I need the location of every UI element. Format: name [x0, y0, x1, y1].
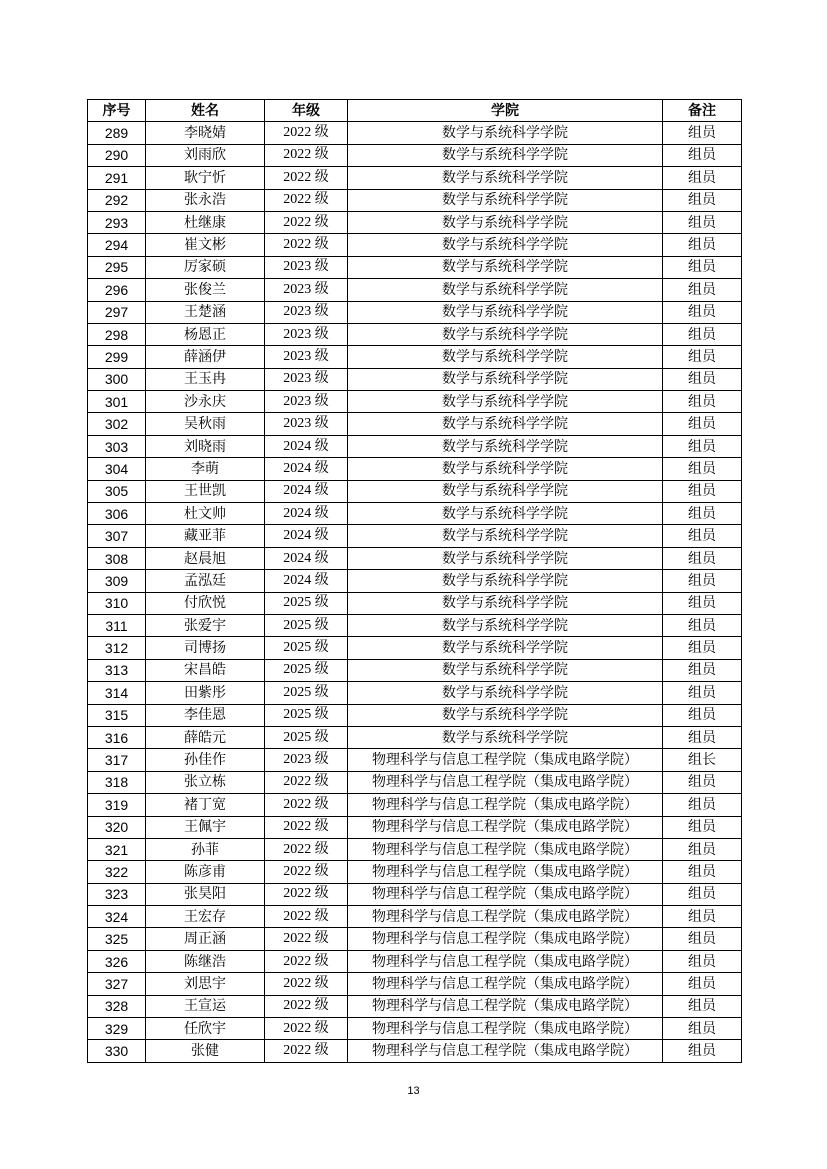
cell-grade: 2022 级 — [265, 211, 348, 233]
cell-remark: 组员 — [663, 816, 742, 838]
cell-remark: 组员 — [663, 570, 742, 592]
cell-grade: 2025 级 — [265, 659, 348, 681]
table-row — [88, 749, 742, 771]
table-row — [88, 973, 742, 995]
cell-grade: 2023 级 — [265, 413, 348, 435]
cell-grade: 2022 级 — [265, 816, 348, 838]
cell-remark: 组员 — [663, 592, 742, 614]
table-row — [88, 346, 742, 368]
cell-index: 313 — [88, 659, 146, 681]
cell-remark: 组员 — [663, 726, 742, 748]
table-row — [88, 950, 742, 972]
cell-index: 296 — [88, 279, 146, 301]
cell-name: 杨恩正 — [146, 323, 265, 345]
cell-remark: 组员 — [663, 368, 742, 390]
cell-name: 张健 — [146, 1040, 265, 1062]
cell-grade: 2024 级 — [265, 435, 348, 457]
cell-college: 数学与系统科学学院 — [348, 435, 663, 457]
cell-college: 数学与系统科学学院 — [348, 167, 663, 189]
cell-college: 数学与系统科学学院 — [348, 480, 663, 502]
table-row — [88, 614, 742, 636]
cell-college: 数学与系统科学学院 — [348, 525, 663, 547]
cell-name: 王宣运 — [146, 995, 265, 1017]
cell-grade: 2025 级 — [265, 592, 348, 614]
cell-remark: 组员 — [663, 883, 742, 905]
cell-grade: 2024 级 — [265, 525, 348, 547]
cell-index: 312 — [88, 637, 146, 659]
cell-index: 316 — [88, 726, 146, 748]
cell-grade: 2023 级 — [265, 368, 348, 390]
cell-grade: 2022 级 — [265, 794, 348, 816]
cell-index: 308 — [88, 547, 146, 569]
cell-index: 318 — [88, 771, 146, 793]
cell-remark: 组员 — [663, 771, 742, 793]
cell-name: 沙永庆 — [146, 391, 265, 413]
cell-grade: 2023 级 — [265, 256, 348, 278]
cell-remark: 组员 — [663, 122, 742, 144]
cell-grade: 2022 级 — [265, 906, 348, 928]
cell-college: 数学与系统科学学院 — [348, 234, 663, 256]
header-college: 学院 — [348, 100, 663, 122]
cell-index: 306 — [88, 503, 146, 525]
cell-college: 数学与系统科学学院 — [348, 122, 663, 144]
cell-remark: 组员 — [663, 256, 742, 278]
cell-name: 田紫彤 — [146, 682, 265, 704]
cell-grade: 2022 级 — [265, 1018, 348, 1040]
cell-index: 330 — [88, 1040, 146, 1062]
table-row — [88, 659, 742, 681]
cell-remark: 组员 — [663, 547, 742, 569]
table-row — [88, 391, 742, 413]
cell-remark: 组员 — [663, 794, 742, 816]
cell-grade: 2022 级 — [265, 928, 348, 950]
cell-grade: 2022 级 — [265, 838, 348, 860]
table-row — [88, 167, 742, 189]
cell-name: 张永浩 — [146, 189, 265, 211]
cell-remark: 组员 — [663, 637, 742, 659]
table-row — [88, 816, 742, 838]
cell-name: 付欣悦 — [146, 592, 265, 614]
cell-index: 317 — [88, 749, 146, 771]
cell-name: 孟泓廷 — [146, 570, 265, 592]
roster-body — [88, 122, 742, 1062]
cell-index: 292 — [88, 189, 146, 211]
table-row — [88, 458, 742, 480]
cell-remark: 组员 — [663, 279, 742, 301]
cell-grade: 2022 级 — [265, 234, 348, 256]
table-row — [88, 503, 742, 525]
table-row — [88, 592, 742, 614]
table-row — [88, 525, 742, 547]
cell-grade: 2022 级 — [265, 973, 348, 995]
cell-name: 薛皓元 — [146, 726, 265, 748]
cell-remark: 组员 — [663, 435, 742, 457]
table-row — [88, 726, 742, 748]
cell-grade: 2024 级 — [265, 547, 348, 569]
cell-college: 物理科学与信息工程学院（集成电路学院） — [348, 816, 663, 838]
cell-name: 张昊阳 — [146, 883, 265, 905]
cell-name: 厉家硕 — [146, 256, 265, 278]
cell-grade: 2022 级 — [265, 995, 348, 1017]
roster-table — [87, 99, 742, 1063]
cell-index: 302 — [88, 413, 146, 435]
cell-index: 291 — [88, 167, 146, 189]
table-row — [88, 928, 742, 950]
cell-name: 藏亚菲 — [146, 525, 265, 547]
cell-grade: 2022 级 — [265, 144, 348, 166]
cell-remark: 组员 — [663, 704, 742, 726]
cell-college: 数学与系统科学学院 — [348, 346, 663, 368]
cell-remark: 组员 — [663, 1018, 742, 1040]
cell-college: 物理科学与信息工程学院（集成电路学院） — [348, 928, 663, 950]
cell-name: 李晓婧 — [146, 122, 265, 144]
cell-remark: 组员 — [663, 144, 742, 166]
cell-index: 299 — [88, 346, 146, 368]
cell-college: 数学与系统科学学院 — [348, 323, 663, 345]
cell-remark: 组员 — [663, 234, 742, 256]
cell-college: 数学与系统科学学院 — [348, 704, 663, 726]
table-row — [88, 323, 742, 345]
header-row — [88, 100, 742, 122]
cell-remark: 组员 — [663, 861, 742, 883]
cell-index: 314 — [88, 682, 146, 704]
table-row — [88, 144, 742, 166]
cell-remark: 组员 — [663, 906, 742, 928]
cell-grade: 2025 级 — [265, 682, 348, 704]
cell-name: 李佳恩 — [146, 704, 265, 726]
cell-grade: 2025 级 — [265, 614, 348, 636]
cell-name: 刘晓雨 — [146, 435, 265, 457]
table-row — [88, 234, 742, 256]
table-row — [88, 704, 742, 726]
cell-name: 张爱宇 — [146, 614, 265, 636]
cell-grade: 2023 级 — [265, 323, 348, 345]
cell-name: 赵晨旭 — [146, 547, 265, 569]
cell-remark: 组员 — [663, 458, 742, 480]
cell-name: 王楚涵 — [146, 301, 265, 323]
cell-grade: 2022 级 — [265, 883, 348, 905]
table-row — [88, 883, 742, 905]
cell-index: 310 — [88, 592, 146, 614]
header-index: 序号 — [88, 100, 146, 122]
cell-index: 305 — [88, 480, 146, 502]
cell-index: 300 — [88, 368, 146, 390]
cell-college: 数学与系统科学学院 — [348, 570, 663, 592]
cell-index: 289 — [88, 122, 146, 144]
cell-remark: 组员 — [663, 323, 742, 345]
table-row — [88, 547, 742, 569]
table-row — [88, 189, 742, 211]
cell-index: 324 — [88, 906, 146, 928]
cell-grade: 2023 级 — [265, 346, 348, 368]
cell-college: 数学与系统科学学院 — [348, 368, 663, 390]
cell-grade: 2025 级 — [265, 704, 348, 726]
cell-index: 290 — [88, 144, 146, 166]
cell-index: 307 — [88, 525, 146, 547]
cell-grade: 2022 级 — [265, 1040, 348, 1062]
table-row — [88, 995, 742, 1017]
table-row — [88, 570, 742, 592]
cell-remark: 组员 — [663, 525, 742, 547]
cell-grade: 2022 级 — [265, 771, 348, 793]
cell-grade: 2025 级 — [265, 637, 348, 659]
table-row — [88, 413, 742, 435]
cell-name: 王世凯 — [146, 480, 265, 502]
cell-name: 吴秋雨 — [146, 413, 265, 435]
cell-name: 王宏存 — [146, 906, 265, 928]
cell-remark: 组员 — [663, 973, 742, 995]
cell-college: 物理科学与信息工程学院（集成电路学院） — [348, 1018, 663, 1040]
cell-grade: 2023 级 — [265, 279, 348, 301]
cell-remark: 组员 — [663, 211, 742, 233]
cell-college: 物理科学与信息工程学院（集成电路学院） — [348, 771, 663, 793]
cell-index: 295 — [88, 256, 146, 278]
cell-college: 物理科学与信息工程学院（集成电路学院） — [348, 794, 663, 816]
cell-name: 王玉冉 — [146, 368, 265, 390]
cell-college: 数学与系统科学学院 — [348, 503, 663, 525]
cell-college: 数学与系统科学学院 — [348, 458, 663, 480]
cell-remark: 组员 — [663, 950, 742, 972]
table-row — [88, 637, 742, 659]
cell-index: 325 — [88, 928, 146, 950]
cell-name: 李萌 — [146, 458, 265, 480]
cell-grade: 2025 级 — [265, 726, 348, 748]
cell-grade: 2024 级 — [265, 480, 348, 502]
cell-name: 张立栋 — [146, 771, 265, 793]
table-row — [88, 279, 742, 301]
cell-college: 数学与系统科学学院 — [348, 659, 663, 681]
cell-index: 293 — [88, 211, 146, 233]
cell-name: 周正涵 — [146, 928, 265, 950]
cell-index: 294 — [88, 234, 146, 256]
cell-college: 数学与系统科学学院 — [348, 256, 663, 278]
table-row — [88, 256, 742, 278]
cell-index: 309 — [88, 570, 146, 592]
page-number: 13 — [407, 1085, 420, 1097]
cell-name: 褚丁宽 — [146, 794, 265, 816]
cell-name: 陈彦甫 — [146, 861, 265, 883]
table-row — [88, 1040, 742, 1062]
cell-remark: 组员 — [663, 167, 742, 189]
table-row — [88, 435, 742, 457]
table-row — [88, 122, 742, 144]
cell-grade: 2022 级 — [265, 189, 348, 211]
table-row — [88, 480, 742, 502]
cell-name: 耿宁忻 — [146, 167, 265, 189]
cell-remark: 组员 — [663, 1040, 742, 1062]
cell-college: 物理科学与信息工程学院（集成电路学院） — [348, 1040, 663, 1062]
table-row — [88, 794, 742, 816]
cell-name: 刘雨欣 — [146, 144, 265, 166]
cell-college: 数学与系统科学学院 — [348, 391, 663, 413]
cell-name: 孙佳作 — [146, 749, 265, 771]
cell-name: 任欣宇 — [146, 1018, 265, 1040]
cell-college: 数学与系统科学学院 — [348, 592, 663, 614]
cell-name: 刘思宇 — [146, 973, 265, 995]
cell-grade: 2024 级 — [265, 503, 348, 525]
cell-index: 301 — [88, 391, 146, 413]
cell-remark: 组员 — [663, 995, 742, 1017]
cell-remark: 组员 — [663, 480, 742, 502]
cell-remark: 组员 — [663, 391, 742, 413]
cell-college: 物理科学与信息工程学院（集成电路学院） — [348, 973, 663, 995]
table-row — [88, 838, 742, 860]
cell-remark: 组员 — [663, 503, 742, 525]
cell-name: 薛涵伊 — [146, 346, 265, 368]
cell-index: 319 — [88, 794, 146, 816]
cell-grade: 2023 级 — [265, 301, 348, 323]
cell-grade: 2022 级 — [265, 122, 348, 144]
cell-remark: 组员 — [663, 928, 742, 950]
cell-college: 数学与系统科学学院 — [348, 682, 663, 704]
cell-name: 陈继浩 — [146, 950, 265, 972]
cell-index: 304 — [88, 458, 146, 480]
cell-index: 311 — [88, 614, 146, 636]
table-row — [88, 682, 742, 704]
cell-name: 王佩宇 — [146, 816, 265, 838]
cell-grade: 2022 级 — [265, 861, 348, 883]
cell-remark: 组员 — [663, 189, 742, 211]
cell-grade: 2023 级 — [265, 749, 348, 771]
table-row — [88, 211, 742, 233]
header-remark: 备注 — [663, 100, 742, 122]
cell-remark: 组员 — [663, 413, 742, 435]
cell-remark: 组员 — [663, 659, 742, 681]
cell-grade: 2024 级 — [265, 458, 348, 480]
cell-college: 物理科学与信息工程学院（集成电路学院） — [348, 749, 663, 771]
cell-index: 298 — [88, 323, 146, 345]
cell-index: 320 — [88, 816, 146, 838]
table-row — [88, 861, 742, 883]
cell-index: 329 — [88, 1018, 146, 1040]
cell-college: 数学与系统科学学院 — [348, 547, 663, 569]
cell-index: 321 — [88, 838, 146, 860]
cell-index: 326 — [88, 950, 146, 972]
cell-college: 数学与系统科学学院 — [348, 144, 663, 166]
cell-remark: 组长 — [663, 749, 742, 771]
cell-college: 物理科学与信息工程学院（集成电路学院） — [348, 995, 663, 1017]
cell-index: 328 — [88, 995, 146, 1017]
cell-college: 数学与系统科学学院 — [348, 726, 663, 748]
cell-college: 数学与系统科学学院 — [348, 413, 663, 435]
cell-index: 297 — [88, 301, 146, 323]
cell-remark: 组员 — [663, 682, 742, 704]
cell-name: 孙菲 — [146, 838, 265, 860]
cell-college: 物理科学与信息工程学院（集成电路学院） — [348, 906, 663, 928]
table-row — [88, 906, 742, 928]
cell-college: 物理科学与信息工程学院（集成电路学院） — [348, 838, 663, 860]
cell-index: 322 — [88, 861, 146, 883]
cell-remark: 组员 — [663, 301, 742, 323]
cell-name: 杜继康 — [146, 211, 265, 233]
cell-college: 数学与系统科学学院 — [348, 279, 663, 301]
cell-college: 数学与系统科学学院 — [348, 189, 663, 211]
cell-remark: 组员 — [663, 346, 742, 368]
cell-index: 327 — [88, 973, 146, 995]
cell-college: 数学与系统科学学院 — [348, 637, 663, 659]
cell-name: 崔文彬 — [146, 234, 265, 256]
cell-college: 物理科学与信息工程学院（集成电路学院） — [348, 861, 663, 883]
cell-remark: 组员 — [663, 614, 742, 636]
cell-college: 物理科学与信息工程学院（集成电路学院） — [348, 883, 663, 905]
cell-name: 司博扬 — [146, 637, 265, 659]
cell-remark: 组员 — [663, 838, 742, 860]
header-name: 姓名 — [146, 100, 265, 122]
cell-grade: 2024 级 — [265, 570, 348, 592]
cell-college: 数学与系统科学学院 — [348, 301, 663, 323]
table-row — [88, 368, 742, 390]
cell-college: 物理科学与信息工程学院（集成电路学院） — [348, 950, 663, 972]
cell-index: 323 — [88, 883, 146, 905]
cell-grade: 2023 级 — [265, 391, 348, 413]
cell-name: 杜文帅 — [146, 503, 265, 525]
cell-name: 张俊兰 — [146, 279, 265, 301]
header-grade: 年级 — [265, 100, 348, 122]
cell-index: 303 — [88, 435, 146, 457]
table-row — [88, 771, 742, 793]
cell-grade: 2022 级 — [265, 167, 348, 189]
table-row — [88, 1018, 742, 1040]
cell-college: 数学与系统科学学院 — [348, 211, 663, 233]
cell-name: 宋昌皓 — [146, 659, 265, 681]
cell-college: 数学与系统科学学院 — [348, 614, 663, 636]
cell-index: 315 — [88, 704, 146, 726]
cell-grade: 2022 级 — [265, 950, 348, 972]
table-row — [88, 301, 742, 323]
